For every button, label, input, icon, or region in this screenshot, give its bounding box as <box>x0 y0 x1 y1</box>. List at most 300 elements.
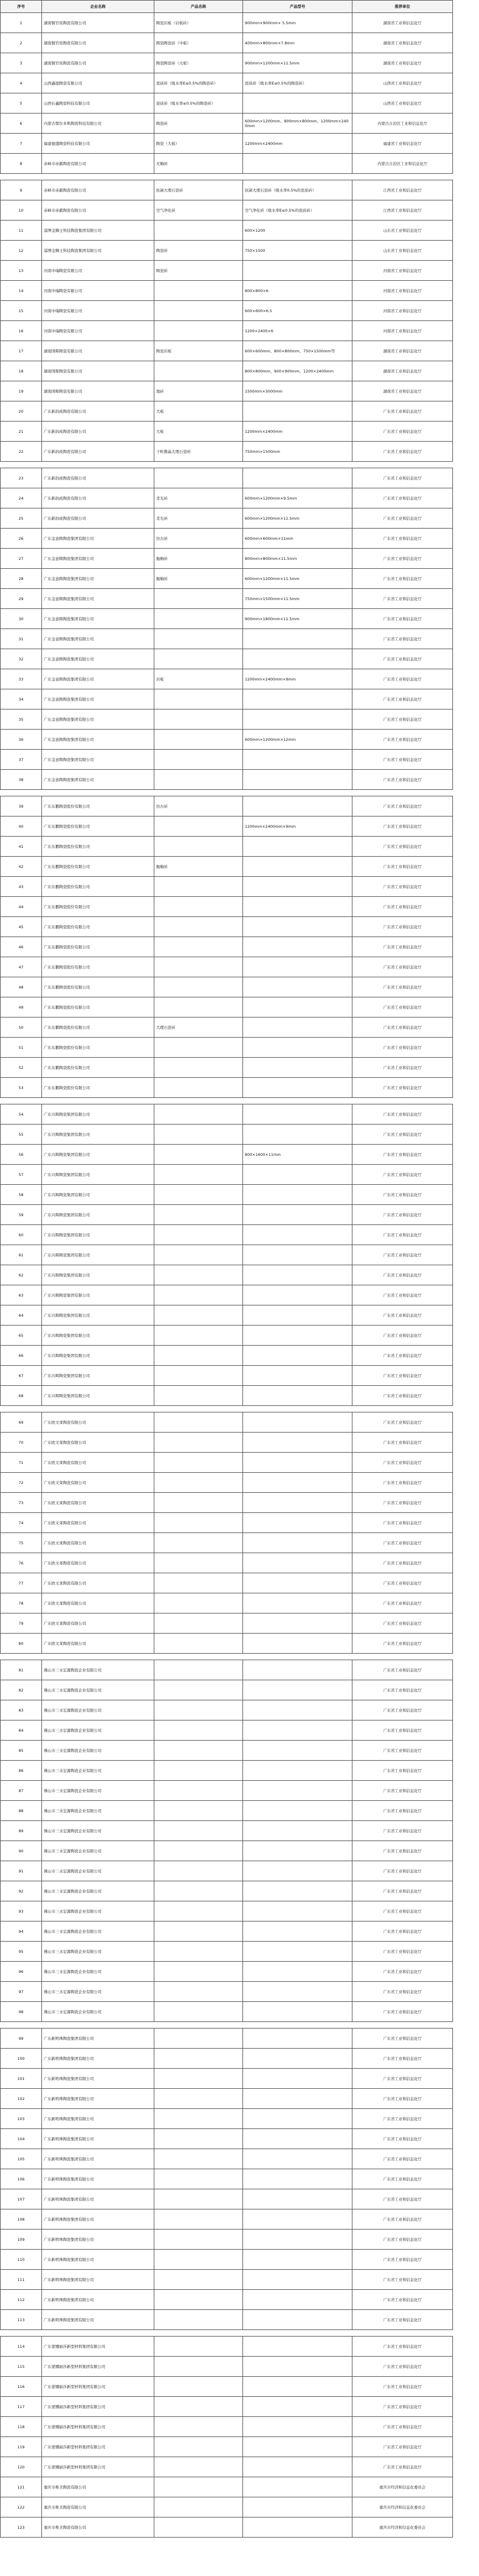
cell-recommender: 山东省工业和信息化厅 <box>352 241 453 261</box>
cell-company: 山西长鑫陶瓷科技有限公司 <box>42 93 154 114</box>
cell-spec <box>243 1922 352 1942</box>
cell-no: 106 <box>1 2169 42 2189</box>
cell-company: 广东欧文莱陶瓷有限公司 <box>42 1593 154 1613</box>
cell-spec: 600mm×600mm×11mm <box>243 529 352 549</box>
cell-no: 55 <box>1 1125 42 1145</box>
cell-company: 广东东鹏陶瓷股份有限公司 <box>42 1018 154 1038</box>
cell-spec <box>243 1513 352 1533</box>
cell-no: 36 <box>1 730 42 750</box>
cell-product <box>154 730 243 750</box>
cell-no: 84 <box>1 1720 42 1741</box>
cell-company: 佛山市三水宏源陶瓷企业有限公司 <box>42 1680 154 1700</box>
table-row <box>1 837 453 857</box>
cell-no: 40 <box>1 816 42 837</box>
cell-recommender: 广东省工业和信息化厅 <box>352 2457 453 2477</box>
cell-recommender: 广东省工业和信息化厅 <box>352 529 453 549</box>
cell-recommender: 广东省工业和信息化厅 <box>352 837 453 857</box>
cell-product <box>154 1493 243 1513</box>
table-row <box>1 73 453 93</box>
cell-spec: 600×600mm、800×800mm、750×1500mm等 <box>243 341 352 361</box>
table-row <box>1 2417 453 2437</box>
cell-no: 94 <box>1 1922 42 1942</box>
cell-no: 65 <box>1 1326 42 1346</box>
cell-company: 广东欧文莱陶瓷有限公司 <box>42 1634 154 1654</box>
cell-company: 赤峰市赤霸陶瓷有限公司 <box>42 154 154 174</box>
cell-product: 抛釉砖 <box>154 569 243 589</box>
cell-no: 52 <box>1 1058 42 1078</box>
cell-product <box>154 1942 243 1962</box>
cell-recommender: 广东省工业和信息化厅 <box>352 2437 453 2457</box>
cell-spec <box>243 1018 352 1038</box>
cell-product <box>154 877 243 897</box>
cell-recommender: 广东省工业和信息化厅 <box>352 730 453 750</box>
cell-spec: 900mm×1800mm×11.5mm <box>243 609 352 629</box>
cell-recommender: 广东省工业和信息化厅 <box>352 1433 453 1453</box>
table-row <box>1 2002 453 2022</box>
cell-recommender: 广东省工业和信息化厅 <box>352 2250 453 2270</box>
cell-spec <box>243 1104 352 1125</box>
cell-spec <box>243 1165 352 1185</box>
table-row <box>1 877 453 897</box>
cell-product <box>154 2417 243 2437</box>
cell-recommender: 广东省工业和信息化厅 <box>352 2169 453 2189</box>
cell-spec <box>243 897 352 917</box>
cell-product: 仿古砖 <box>154 529 243 549</box>
cell-product: 陶瓷砖 <box>154 241 243 261</box>
cell-product <box>154 2209 243 2230</box>
cell-spec: 400mm×800mm×7.8mm <box>243 33 352 53</box>
cell-spec <box>243 957 352 977</box>
cell-company: 佛山市三水宏源陶瓷企业有限公司 <box>42 1761 154 1781</box>
table-row <box>1 1901 453 1922</box>
cell-recommender: 广东省工业和信息化厅 <box>352 1553 453 1573</box>
cell-recommender: 广东省工业和信息化厅 <box>352 1125 453 1145</box>
cell-spec <box>243 1901 352 1922</box>
cell-spec <box>243 1225 352 1245</box>
cell-no: 12 <box>1 241 42 261</box>
cell-recommender: 广东省工业和信息化厅 <box>352 1741 453 1761</box>
cell-no: 83 <box>1 1700 42 1720</box>
cell-no: 9 <box>1 180 42 200</box>
cell-product <box>154 1821 243 1841</box>
cell-spec: 900mm×900mm× 5.5mm <box>243 13 352 33</box>
cell-no: 15 <box>1 301 42 321</box>
cell-company: 广东兴辉陶瓷集团有限公司 <box>42 1165 154 1185</box>
cell-recommender: 广东省工业和信息化厅 <box>352 569 453 589</box>
cell-product <box>154 2437 243 2457</box>
cell-company: 广东欧文莱陶瓷有限公司 <box>42 1412 154 1433</box>
table-row <box>1 2397 453 2417</box>
cell-spec <box>243 2397 352 2417</box>
cell-product <box>154 1412 243 1433</box>
table-row <box>1 1305 453 1326</box>
cell-spec: 600×1200 <box>243 221 352 241</box>
cell-spec: 1200mm×2400mm <box>243 134 352 154</box>
cell-company: 广东蒙娜丽莎新型材料集团有限公司 <box>42 2337 154 2357</box>
cell-spec <box>243 1386 352 1406</box>
cell-no: 108 <box>1 2209 42 2230</box>
cell-company: 广东东鹏陶瓷股份有限公司 <box>42 897 154 917</box>
cell-recommender: 广东省工业和信息化厅 <box>352 1761 453 1781</box>
table-body <box>1 13 453 2538</box>
cell-recommender: 广东省工业和信息化厅 <box>352 857 453 877</box>
cell-product <box>154 837 243 857</box>
cell-company: 广东东鹏陶瓷股份有限公司 <box>42 877 154 897</box>
cell-spec <box>243 796 352 816</box>
cell-no: 11 <box>1 221 42 241</box>
cell-no: 123 <box>1 2517 42 2538</box>
table-row <box>1 897 453 917</box>
cell-product <box>154 468 243 488</box>
cell-no: 100 <box>1 2049 42 2069</box>
cell-no: 67 <box>1 1366 42 1386</box>
cell-product <box>154 1781 243 1801</box>
cell-no: 76 <box>1 1553 42 1573</box>
cell-product <box>154 957 243 977</box>
table-row <box>1 1533 453 1553</box>
cell-product <box>154 2149 243 2169</box>
cell-company: 广东欧文莱陶瓷有限公司 <box>42 1453 154 1473</box>
section-gap-cell <box>1 174 453 180</box>
cell-company: 广东蒙娜丽莎新型材料集团有限公司 <box>42 2417 154 2437</box>
cell-recommender: 河南省工业和信息化厅 <box>352 321 453 341</box>
cell-no: 82 <box>1 1680 42 1700</box>
table-row <box>1 2149 453 2169</box>
cell-product <box>154 1533 243 1553</box>
table-row <box>1 1366 453 1386</box>
table-row <box>1 997 453 1018</box>
table-row <box>1 770 453 790</box>
cell-spec <box>243 2230 352 2250</box>
cell-spec <box>243 2357 352 2377</box>
cell-product <box>154 897 243 917</box>
cell-recommender: 广东省工业和信息化厅 <box>352 2377 453 2397</box>
table-row <box>1 649 453 669</box>
cell-product: 陶瓷岩板（岩板砖） <box>154 13 243 33</box>
cell-recommender: 广东省工业和信息化厅 <box>352 422 453 442</box>
cell-company: 广东东鹏陶瓷股份有限公司 <box>42 857 154 877</box>
cell-product <box>154 1761 243 1781</box>
cell-no: 50 <box>1 1018 42 1038</box>
cell-recommender: 广东省工业和信息化厅 <box>352 1660 453 1680</box>
table-row <box>1 1660 453 1680</box>
cell-recommender: 广东省工业和信息化厅 <box>352 1185 453 1205</box>
table-row <box>1 180 453 200</box>
cell-spec <box>243 1326 352 1346</box>
cell-spec <box>243 1781 352 1801</box>
cell-spec <box>243 1593 352 1613</box>
table-row <box>1 669 453 689</box>
section-gap-cell <box>1 462 453 468</box>
table-row <box>1 589 453 609</box>
cell-no: 91 <box>1 1861 42 1881</box>
cell-no: 43 <box>1 877 42 897</box>
cell-recommender: 广东省工业和信息化厅 <box>352 997 453 1018</box>
table-row <box>1 1225 453 1245</box>
cell-spec: 1200mm×2400mm×9mm <box>243 816 352 837</box>
table-row <box>1 154 453 174</box>
header-company: 企业名称 <box>42 1 154 13</box>
cell-company: 广东兴辉陶瓷集团有限公司 <box>42 1346 154 1366</box>
cell-company: 广东金意陶陶瓷集团有限公司 <box>42 569 154 589</box>
cell-company: 广东金意陶陶瓷集团有限公司 <box>42 770 154 790</box>
table-row <box>1 2209 453 2230</box>
cell-spec <box>243 1841 352 1861</box>
cell-product <box>154 1553 243 1573</box>
cell-recommender: 广东省工业和信息化厅 <box>352 1305 453 1326</box>
cell-product: 抛釉砖 <box>154 549 243 569</box>
cell-no: 74 <box>1 1513 42 1533</box>
cell-recommender: 广东省工业和信息化厅 <box>352 1533 453 1553</box>
cell-no: 109 <box>1 2230 42 2250</box>
table-row <box>1 1680 453 1700</box>
cell-recommender: 广东省工业和信息化厅 <box>352 2069 453 2089</box>
cell-recommender: 广东省工业和信息化厅 <box>352 917 453 937</box>
header-product: 产品名称 <box>154 1 243 13</box>
cell-company: 山西鑫德陶瓷有限公司 <box>42 73 154 93</box>
cell-no: 121 <box>1 2477 42 2497</box>
cell-no: 13 <box>1 261 42 281</box>
cell-no: 58 <box>1 1185 42 1205</box>
cell-company: 广东新润成陶瓷有限公司 <box>42 488 154 508</box>
table-row <box>1 1245 453 1265</box>
cell-company: 广东东鹏陶瓷股份有限公司 <box>42 957 154 977</box>
cell-company: 佛山市三水宏源陶瓷企业有限公司 <box>42 1962 154 1982</box>
cell-spec <box>243 2002 352 2022</box>
cell-company: 佛山市三水宏源陶瓷企业有限公司 <box>42 1881 154 1901</box>
cell-recommender: 广东省工业和信息化厅 <box>352 689 453 709</box>
section-gap <box>1 174 453 180</box>
cell-no: 22 <box>1 442 42 462</box>
cell-recommender: 广东省工业和信息化厅 <box>352 2230 453 2250</box>
cell-recommender: 广东省工业和信息化厅 <box>352 2109 453 2129</box>
cell-company: 河南中瑞陶瓷有限公司 <box>42 261 154 281</box>
table-row <box>1 1125 453 1145</box>
cell-company: 佛山市三水宏源陶瓷企业有限公司 <box>42 1861 154 1881</box>
cell-product <box>154 1326 243 1346</box>
cell-product <box>154 689 243 709</box>
cell-product <box>154 1285 243 1305</box>
cell-spec <box>243 2457 352 2477</box>
cell-no: 32 <box>1 649 42 669</box>
cell-company: 广东兴辉陶瓷集团有限公司 <box>42 1225 154 1245</box>
cell-product: 陶瓷砖 <box>154 114 243 134</box>
cell-company: 河南中瑞陶瓷有限公司 <box>42 281 154 301</box>
cell-no: 53 <box>1 1078 42 1098</box>
cell-company: 广东东鹏陶瓷股份有限公司 <box>42 977 154 997</box>
cell-no: 21 <box>1 422 42 442</box>
cell-spec: 空气净化砖（吸水率E≤0.5%的瓷质砖） <box>243 200 352 221</box>
table-row <box>1 2357 453 2377</box>
cell-company: 广东金意陶陶瓷集团有限公司 <box>42 589 154 609</box>
cell-no: 25 <box>1 508 42 529</box>
cell-recommender: 广东省工业和信息化厅 <box>352 2189 453 2209</box>
table-row <box>1 629 453 649</box>
table-row <box>1 917 453 937</box>
cell-company: 广东新明珠陶瓷集团有限公司 <box>42 2310 154 2330</box>
table-row <box>1 1265 453 1285</box>
cell-no: 57 <box>1 1165 42 1185</box>
cell-no: 37 <box>1 750 42 770</box>
cell-recommender: 河南省工业和信息化厅 <box>352 261 453 281</box>
section-gap <box>1 790 453 796</box>
cell-product <box>154 2089 243 2109</box>
cell-no: 80 <box>1 1634 42 1654</box>
table-row <box>1 2517 453 2538</box>
table-row <box>1 1326 453 1346</box>
cell-company: 佛山市三水宏源陶瓷企业有限公司 <box>42 1922 154 1942</box>
cell-company: 广东兴辉陶瓷集团有限公司 <box>42 1265 154 1285</box>
cell-product <box>154 321 243 341</box>
table-row <box>1 1018 453 1038</box>
cell-product: 瓷质砖（吸水率E≤0.5%的陶瓷砖） <box>154 73 243 93</box>
cell-recommender: 广东省工业和信息化厅 <box>352 468 453 488</box>
cell-recommender: 广东省工业和信息化厅 <box>352 2149 453 2169</box>
cell-product: 大理石瓷砖 <box>154 1018 243 1038</box>
section-gap-cell <box>1 1098 453 1104</box>
cell-no: 19 <box>1 381 42 401</box>
cell-company: 佛山市三水宏源陶瓷企业有限公司 <box>42 1821 154 1841</box>
table-row <box>1 2290 453 2310</box>
cell-spec <box>243 709 352 730</box>
header-recommender: 推荐单位 <box>352 1 453 13</box>
cell-company: 赤峰市赤霸陶瓷有限公司 <box>42 200 154 221</box>
cell-spec <box>243 1881 352 1901</box>
cell-spec <box>243 1660 352 1680</box>
cell-recommender: 广东省工业和信息化厅 <box>352 2337 453 2357</box>
cell-spec <box>243 2149 352 2169</box>
cell-no: 16 <box>1 321 42 341</box>
cell-company: 重庆市唯美陶瓷有限公司 <box>42 2517 154 2538</box>
cell-recommender: 广东省工业和信息化厅 <box>352 508 453 529</box>
table-row <box>1 321 453 341</box>
cell-recommender: 广东省工业和信息化厅 <box>352 549 453 569</box>
cell-product <box>154 1346 243 1366</box>
table-row <box>1 1412 453 1433</box>
table-row <box>1 857 453 877</box>
cell-product <box>154 2477 243 2497</box>
cell-company: 广东兴辉陶瓷集团有限公司 <box>42 1285 154 1305</box>
cell-spec <box>243 1861 352 1881</box>
cell-product <box>154 1225 243 1245</box>
cell-company: 广东兴辉陶瓷集团有限公司 <box>42 1125 154 1145</box>
cell-recommender: 广东省工业和信息化厅 <box>352 937 453 957</box>
cell-recommender: 广东省工业和信息化厅 <box>352 1982 453 2002</box>
cell-company: 广东新润成陶瓷有限公司 <box>42 468 154 488</box>
cell-no: 38 <box>1 770 42 790</box>
table-row <box>1 1453 453 1473</box>
cell-spec <box>243 2029 352 2049</box>
cell-recommender: 广东省工业和信息化厅 <box>352 1573 453 1593</box>
cell-spec <box>243 977 352 997</box>
cell-recommender: 广东省工业和信息化厅 <box>352 1326 453 1346</box>
cell-recommender: 广东省工业和信息化厅 <box>352 2089 453 2109</box>
cell-no: 73 <box>1 1493 42 1513</box>
table-row <box>1 1104 453 1125</box>
cell-spec: 1200mm×2400mm×9mm <box>243 669 352 689</box>
cell-spec <box>243 1285 352 1305</box>
table-row <box>1 609 453 629</box>
cell-spec <box>243 1720 352 1741</box>
cell-no: 45 <box>1 917 42 937</box>
cell-company: 广东金意陶陶瓷集团有限公司 <box>42 649 154 669</box>
cell-product <box>154 2397 243 2417</box>
cell-product <box>154 770 243 790</box>
cell-company: 广东东鹏陶瓷股份有限公司 <box>42 1038 154 1058</box>
cell-product: 瓷质砖（吸水率≤0.5%的陶瓷砖） <box>154 93 243 114</box>
cell-no: 119 <box>1 2437 42 2457</box>
cell-product <box>154 997 243 1018</box>
cell-product <box>154 1680 243 1700</box>
cell-recommender: 广东省工业和信息化厅 <box>352 1700 453 1720</box>
cell-spec <box>243 2129 352 2149</box>
cell-spec <box>243 1613 352 1634</box>
table-row <box>1 301 453 321</box>
table-row <box>1 200 453 221</box>
cell-recommender: 河南省工业和信息化厅 <box>352 301 453 321</box>
cell-spec <box>243 1433 352 1453</box>
table-row <box>1 730 453 750</box>
cell-product <box>154 1473 243 1493</box>
cell-product: 仿古砖 <box>154 796 243 816</box>
cell-no: 101 <box>1 2069 42 2089</box>
cell-recommender: 湖南省工业和信息化厅 <box>352 341 453 361</box>
table-row <box>1 2270 453 2290</box>
cell-spec <box>243 2169 352 2189</box>
cell-spec <box>243 2437 352 2457</box>
cell-recommender: 广东省工业和信息化厅 <box>352 1473 453 1493</box>
cell-no: 7 <box>1 134 42 154</box>
cell-no: 28 <box>1 569 42 589</box>
cell-no: 27 <box>1 549 42 569</box>
cell-no: 72 <box>1 1473 42 1493</box>
cell-product <box>154 2230 243 2250</box>
cell-product <box>154 301 243 321</box>
table-row <box>1 1078 453 1098</box>
cell-product <box>154 361 243 381</box>
cell-product <box>154 2357 243 2377</box>
cell-product <box>154 2270 243 2290</box>
table-row <box>1 1821 453 1841</box>
cell-recommender: 广东省工业和信息化厅 <box>352 1801 453 1821</box>
cell-company: 佛山市三水宏源陶瓷企业有限公司 <box>42 1841 154 1861</box>
cell-no: 88 <box>1 1801 42 1821</box>
cell-product <box>154 1700 243 1720</box>
section-gap-cell <box>1 2022 453 2029</box>
cell-recommender: 广东省工业和信息化厅 <box>352 1922 453 1942</box>
cell-company: 广东东鹏陶瓷股份有限公司 <box>42 816 154 837</box>
cell-no: 56 <box>1 1145 42 1165</box>
cell-product <box>154 629 243 649</box>
cell-product: 陶瓷陶瓷砖（大板） <box>154 53 243 73</box>
cell-no: 81 <box>1 1660 42 1680</box>
cell-product <box>154 1205 243 1225</box>
cell-company: 广东欧文莱陶瓷有限公司 <box>42 1493 154 1513</box>
table-row <box>1 2437 453 2457</box>
table-header-row <box>1 1 453 13</box>
cell-recommender: 广东省工业和信息化厅 <box>352 488 453 508</box>
cell-recommender: 广东省工业和信息化厅 <box>352 1104 453 1125</box>
cell-product <box>154 2497 243 2517</box>
cell-recommender: 广东省工业和信息化厅 <box>352 1205 453 1225</box>
cell-recommender: 广东省工业和信息化厅 <box>352 401 453 422</box>
cell-spec <box>243 2517 352 2538</box>
cell-company: 广东新明珠陶瓷集团有限公司 <box>42 2089 154 2109</box>
table-row <box>1 2337 453 2357</box>
section-gap <box>1 462 453 468</box>
cell-no: 111 <box>1 2270 42 2290</box>
cell-company: 广东新润成陶瓷有限公司 <box>42 401 154 422</box>
